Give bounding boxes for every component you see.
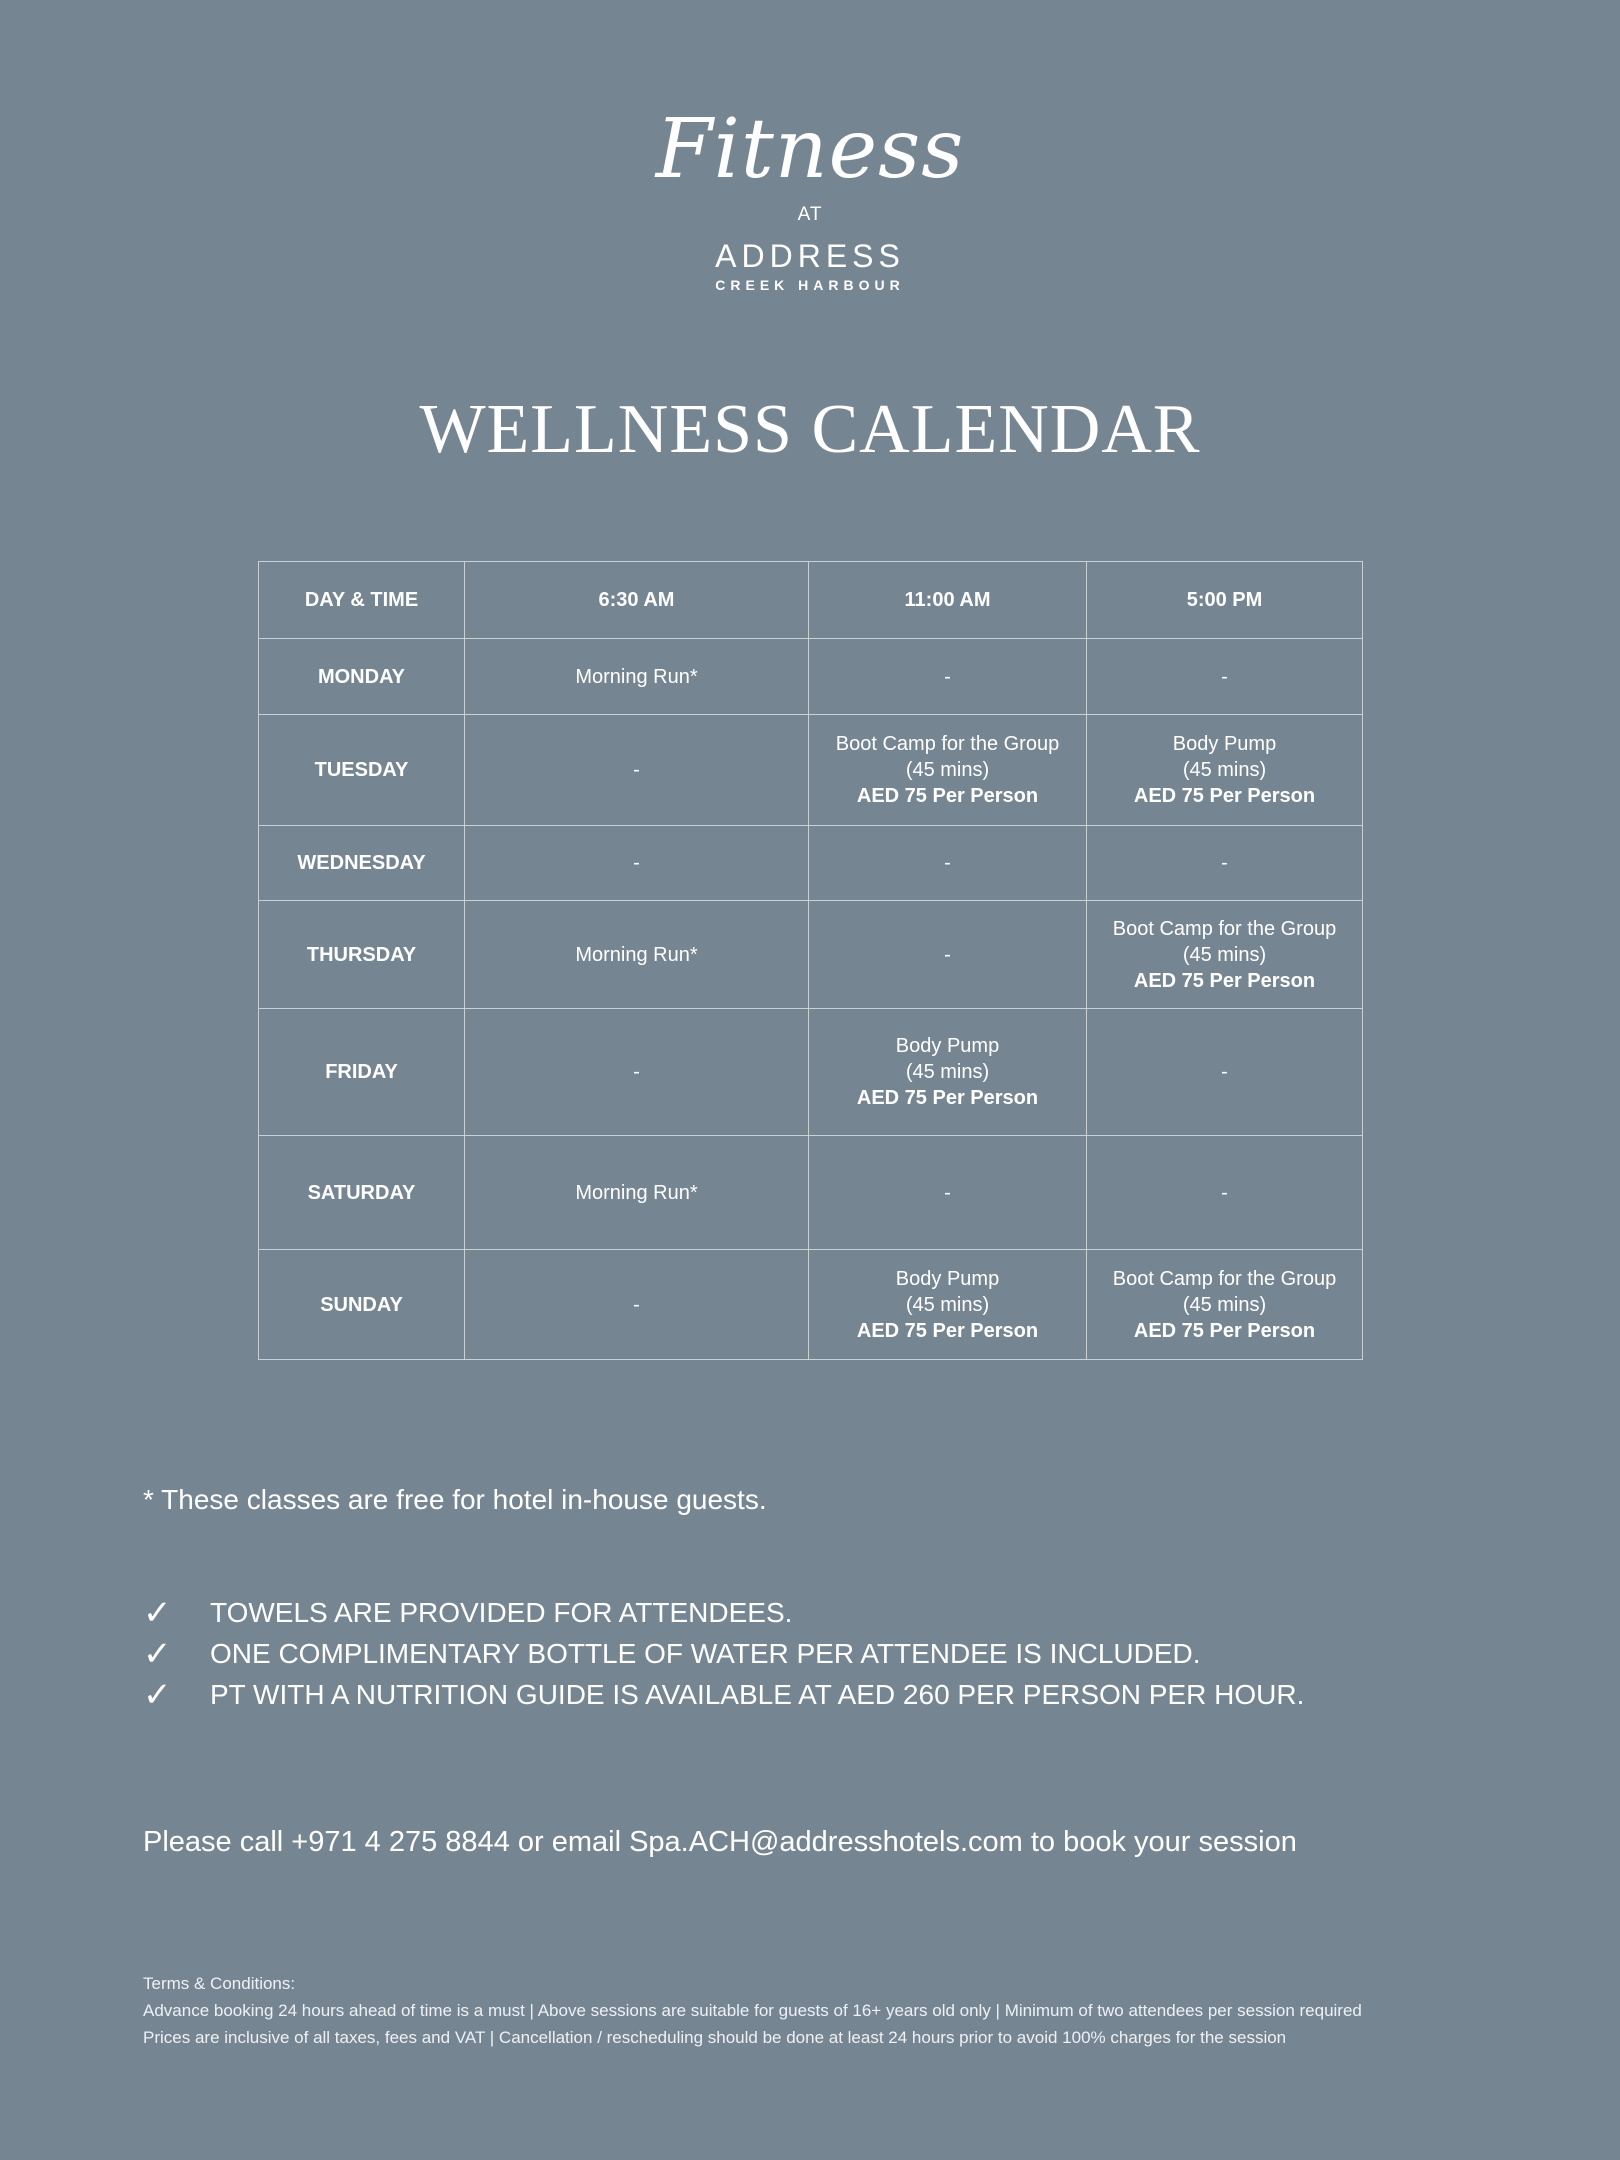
amenities-checklist bbox=[143, 1592, 1304, 1715]
table-row bbox=[259, 1136, 1363, 1250]
checklist-text: PT WITH A NUTRITION GUIDE IS AVAILABLE AT AED 260 PER PERSON PER HOUR. bbox=[210, 1678, 1305, 1710]
session-name: Morning Run* bbox=[575, 1181, 698, 1204]
session-cell bbox=[809, 1009, 1087, 1136]
session-cell bbox=[1087, 1136, 1363, 1250]
terms-and-conditions bbox=[143, 1970, 1362, 2051]
booking-contact: Please call +971 4 275 8844 or email Spa.ACH@addresshotels.com to book your session bbox=[143, 1826, 1297, 1858]
session-duration: (45 mins) bbox=[1182, 1293, 1267, 1316]
session-cell bbox=[465, 639, 809, 715]
session-name: - bbox=[944, 665, 951, 688]
list-item bbox=[143, 1674, 1304, 1715]
session-cell bbox=[1087, 639, 1363, 715]
terms-heading: Terms & Conditions: bbox=[143, 1974, 296, 1993]
session-name: - bbox=[633, 852, 640, 874]
table-row bbox=[259, 901, 1363, 1009]
session-price: AED 75 Per Person bbox=[856, 1087, 1039, 1109]
session-name: - bbox=[1221, 1061, 1228, 1083]
session-price: AED 75 Per Person bbox=[856, 1319, 1039, 1342]
free-classes-note: * These classes are free for hotel in-house guests. bbox=[143, 1484, 767, 1515]
session-price: AED 75 Per Person bbox=[1133, 969, 1316, 992]
session-cell bbox=[1087, 1009, 1363, 1136]
table-header-row bbox=[259, 562, 1363, 639]
session-name: Boot Camp for the Group bbox=[1112, 917, 1337, 940]
logo-location: CREEK HARBOUR bbox=[715, 277, 905, 293]
day-cell: MONDAY bbox=[259, 639, 465, 715]
checklist-text: TOWELS ARE PROVIDED FOR ATTENDEES. bbox=[210, 1596, 793, 1628]
session-cell bbox=[809, 826, 1087, 901]
session-duration: (45 mins) bbox=[1182, 943, 1267, 966]
session-duration: (45 mins) bbox=[905, 1061, 990, 1083]
session-name: Body Pump bbox=[895, 1267, 1000, 1290]
session-name: - bbox=[1221, 665, 1228, 688]
check-icon: ✓ bbox=[143, 1593, 172, 1632]
logo-script: Fitness bbox=[655, 102, 965, 197]
session-cell bbox=[465, 1136, 809, 1250]
table-row bbox=[259, 1250, 1363, 1360]
header-630am: 6:30 AM bbox=[465, 562, 809, 639]
session-cell bbox=[809, 901, 1087, 1009]
session-duration: (45 mins) bbox=[905, 759, 990, 781]
session-cell bbox=[465, 1250, 809, 1360]
session-duration: (45 mins) bbox=[905, 1293, 990, 1316]
session-name: - bbox=[944, 943, 951, 966]
table-row bbox=[259, 639, 1363, 715]
session-name: Boot Camp for the Group bbox=[835, 733, 1060, 755]
session-cell bbox=[1087, 715, 1363, 826]
session-name: - bbox=[944, 1181, 951, 1204]
terms-line-1: Advance booking 24 hours ahead of time is a must | Above sessions are suitable for guests of 16+ years old only | Minimum of two attendees per session required bbox=[143, 2001, 1362, 2020]
wellness-calendar-table bbox=[258, 561, 1363, 1360]
session-duration: (45 mins) bbox=[1182, 759, 1267, 781]
session-name: Morning Run* bbox=[575, 943, 698, 966]
header-500pm: 5:00 PM bbox=[1087, 562, 1363, 639]
table-row bbox=[259, 715, 1363, 826]
session-cell bbox=[809, 715, 1087, 826]
session-name: Body Pump bbox=[895, 1035, 1000, 1057]
checklist-text: ONE COMPLIMENTARY BOTTLE OF WATER PER ATTENDEE IS INCLUDED. bbox=[210, 1637, 1201, 1669]
day-cell: TUESDAY bbox=[259, 715, 465, 826]
session-name: - bbox=[944, 852, 951, 874]
session-cell bbox=[465, 1009, 809, 1136]
check-icon: ✓ bbox=[143, 1634, 172, 1673]
header-1100am: 11:00 AM bbox=[809, 562, 1087, 639]
day-cell: SUNDAY bbox=[259, 1250, 465, 1360]
session-name: Body Pump bbox=[1172, 733, 1277, 755]
table-row bbox=[259, 1009, 1363, 1136]
list-item bbox=[143, 1592, 1304, 1633]
session-cell bbox=[809, 639, 1087, 715]
session-cell bbox=[809, 1250, 1087, 1360]
day-cell: WEDNESDAY bbox=[259, 826, 465, 901]
terms-line-2: Prices are inclusive of all taxes, fees and VAT | Cancellation / rescheduling should be done at least 24 hours prior to avoid 100% charges for the session bbox=[143, 2028, 1287, 2047]
logo-at: AT bbox=[797, 204, 823, 225]
session-price: AED 75 Per Person bbox=[856, 785, 1039, 807]
session-name: - bbox=[1221, 1181, 1228, 1204]
logo-brand: ADDRESS bbox=[715, 238, 905, 274]
session-name: - bbox=[1221, 852, 1228, 874]
day-cell: THURSDAY bbox=[259, 901, 465, 1009]
table-row bbox=[259, 826, 1363, 901]
day-cell: SATURDAY bbox=[259, 1136, 465, 1250]
day-cell: FRIDAY bbox=[259, 1009, 465, 1136]
session-name: - bbox=[633, 1293, 640, 1316]
check-icon: ✓ bbox=[143, 1675, 172, 1714]
session-cell bbox=[1087, 1250, 1363, 1360]
table-body bbox=[259, 639, 1363, 1360]
session-cell bbox=[1087, 901, 1363, 1009]
session-cell bbox=[465, 901, 809, 1009]
session-name: - bbox=[633, 759, 640, 781]
session-name: - bbox=[633, 1061, 640, 1083]
session-cell bbox=[809, 1136, 1087, 1250]
session-name: Morning Run* bbox=[575, 665, 698, 688]
session-name: Boot Camp for the Group bbox=[1112, 1267, 1337, 1290]
session-cell bbox=[465, 826, 809, 901]
session-cell bbox=[465, 715, 809, 826]
session-cell bbox=[1087, 826, 1363, 901]
list-item bbox=[143, 1633, 1304, 1674]
header-day-time: DAY & TIME bbox=[259, 562, 465, 639]
session-price: AED 75 Per Person bbox=[1133, 785, 1316, 807]
logo bbox=[0, 100, 1620, 293]
page-title: WELLNESS CALENDAR bbox=[419, 391, 1201, 468]
session-price: AED 75 Per Person bbox=[1133, 1319, 1316, 1342]
